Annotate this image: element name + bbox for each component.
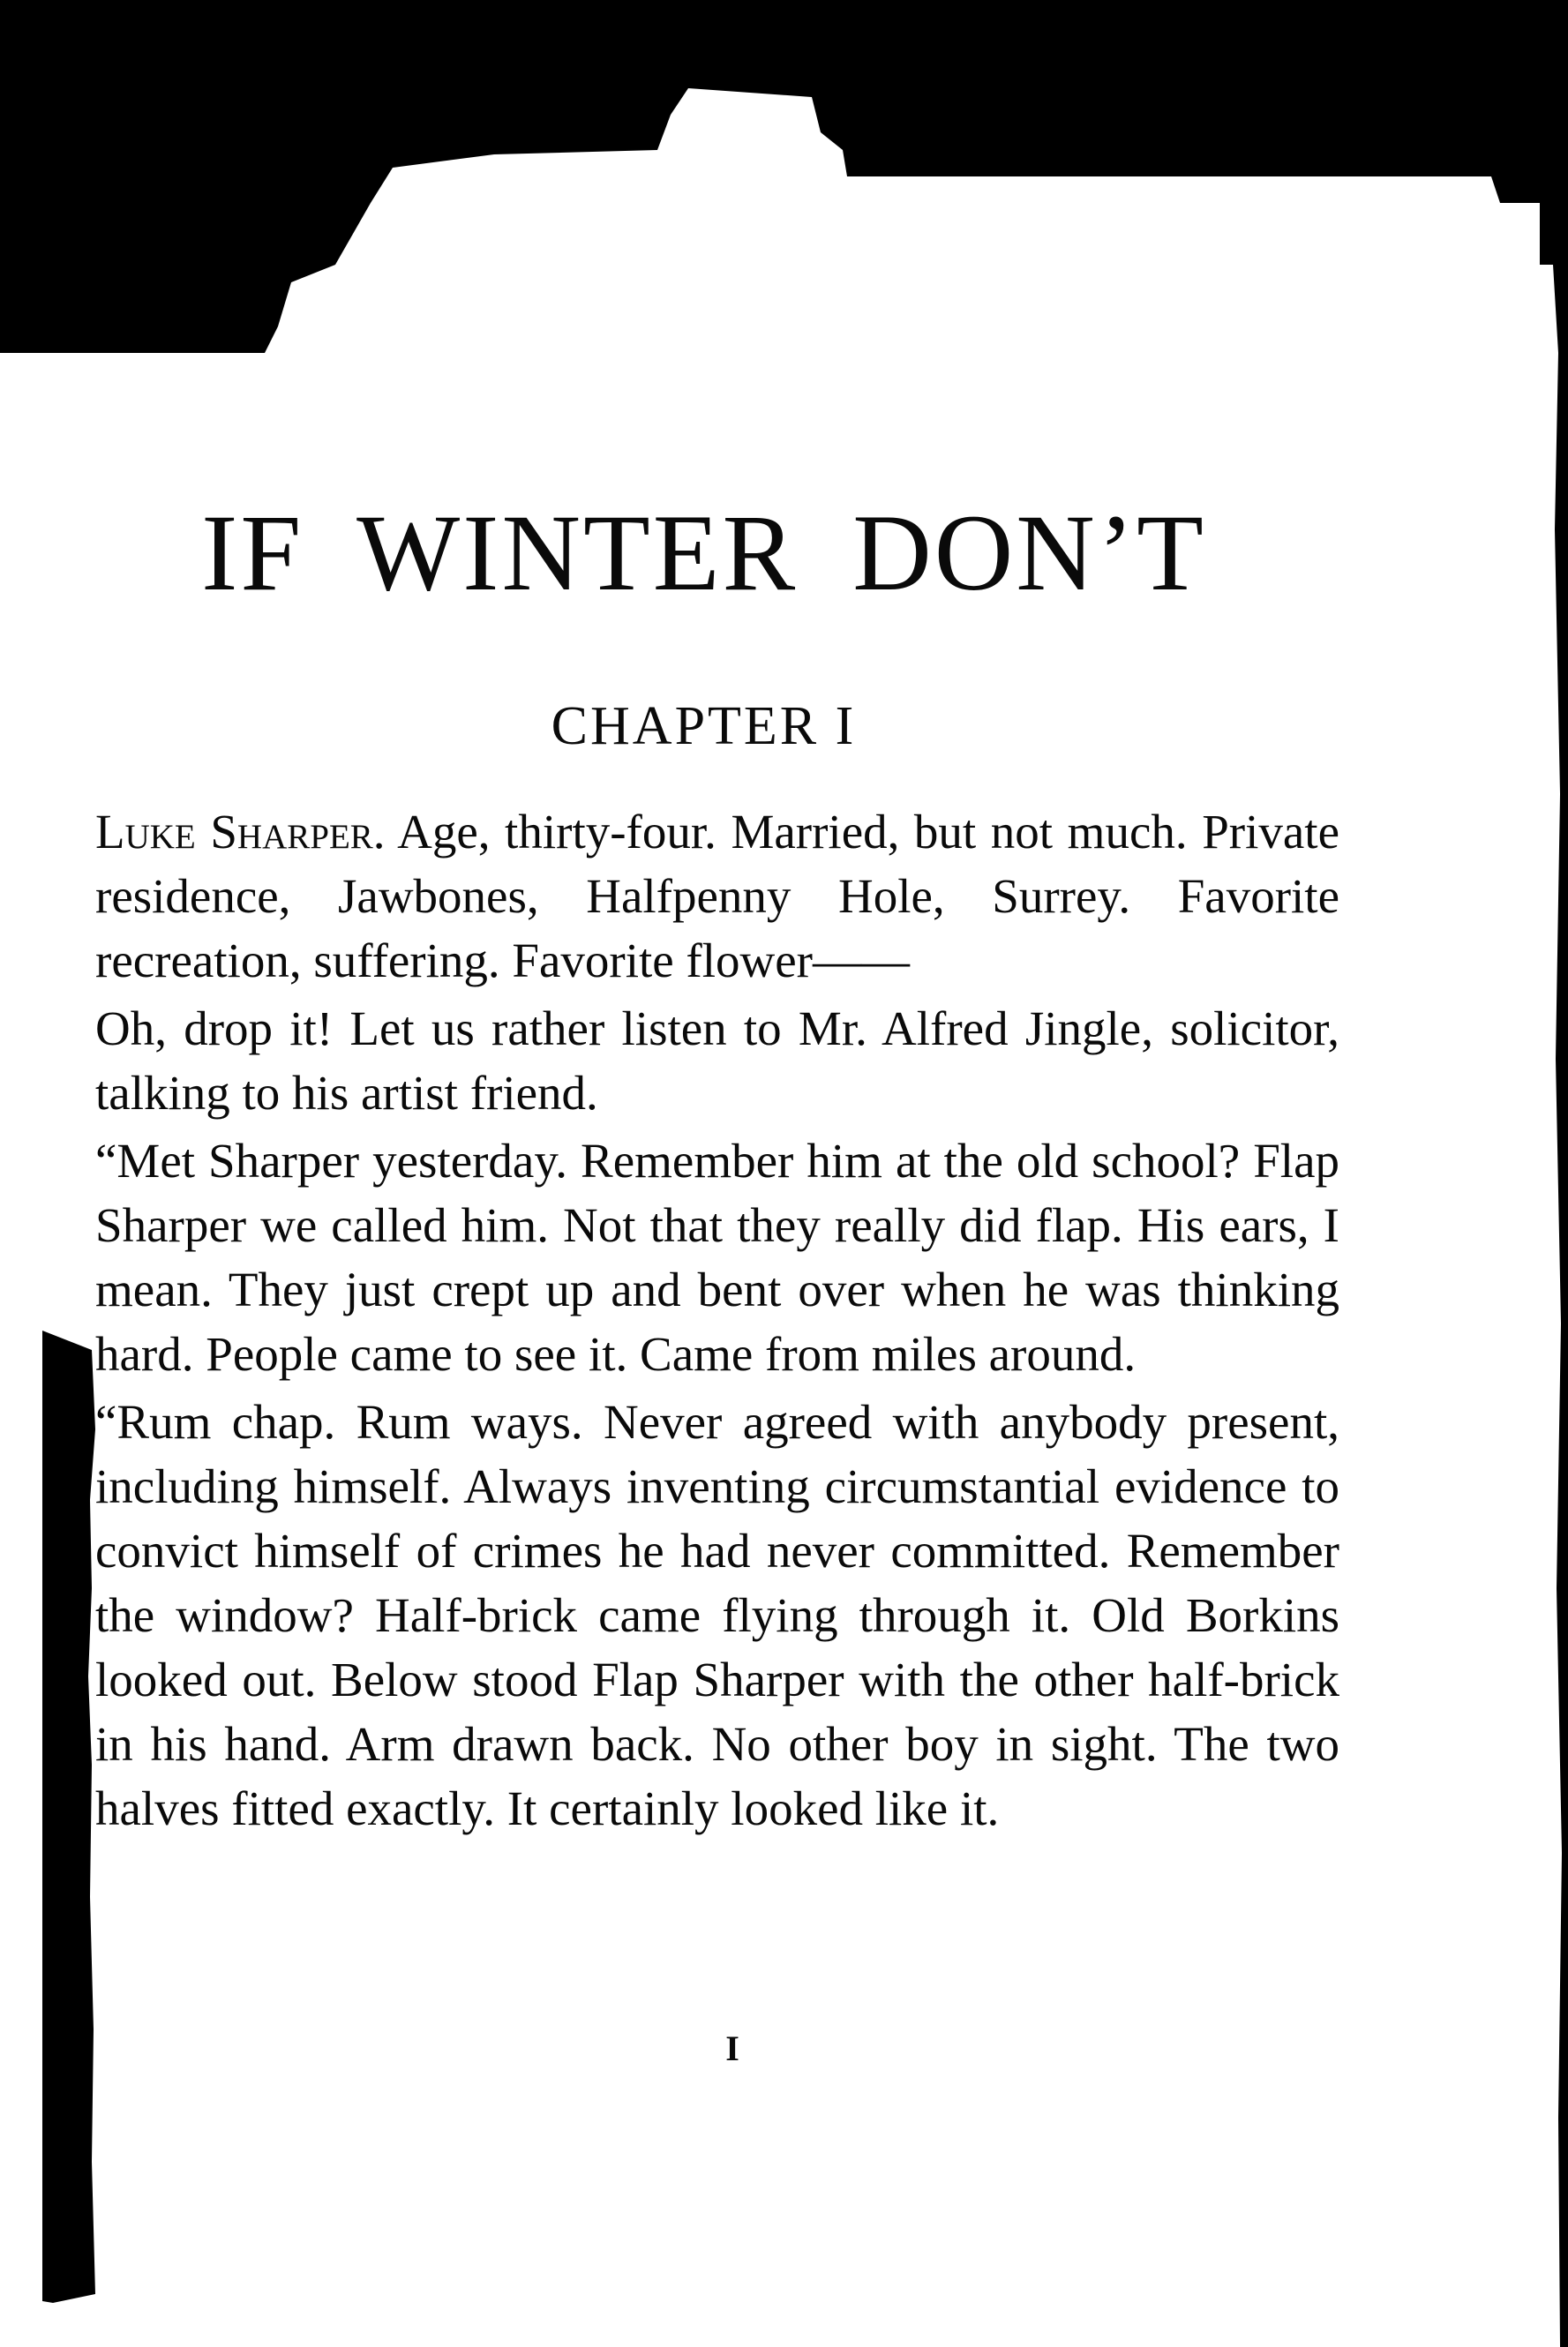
scan-top-shadow xyxy=(0,0,1568,353)
scan-left-bar xyxy=(42,1331,95,2303)
paragraph-4: “Rum chap. Rum ways. Never agreed with anybody present, including himself. Always inventing circumstantial evidence to convict himself of crimes he had never committed. Remember the window? Half-brick came flying through it. Old Borkins looked out. Below stood Flap Sharper with the other half-brick in his hand. Arm drawn back. No other boy in sight. The two halves fitted exactly. It certainly looked like it. xyxy=(95,1395,1339,1835)
chapter-heading: CHAPTER I xyxy=(551,696,857,756)
book-title: IF WINTER DON’T xyxy=(201,492,1206,613)
paragraph-1 xyxy=(95,799,1339,993)
chapter-body xyxy=(95,799,1339,1844)
page-number: I xyxy=(725,2028,739,2068)
paragraph-2: Oh, drop it! Let us rather listen to Mr. Alfred Jingle, solicitor, talking to his artist friend. xyxy=(95,1001,1339,1120)
scan-right-edge xyxy=(1553,265,1568,2347)
paragraph-text: Age, thirty-four. Married, but not much. Private residence, Jawbones, Halfpenny Hole, Surrey. Favorite recreation, suffering. Favorite flower—— xyxy=(95,805,1339,987)
paragraph-3: “Met Sharper yesterday. Remember him at the old school? Flap Sharper we called him. Not that they really did flap. His ears, I mean. They just crept up and bent over when he was thinking hard. People came to see it. Came from miles around. xyxy=(95,1134,1339,1381)
character-name: Luke Sharper. xyxy=(95,805,386,859)
